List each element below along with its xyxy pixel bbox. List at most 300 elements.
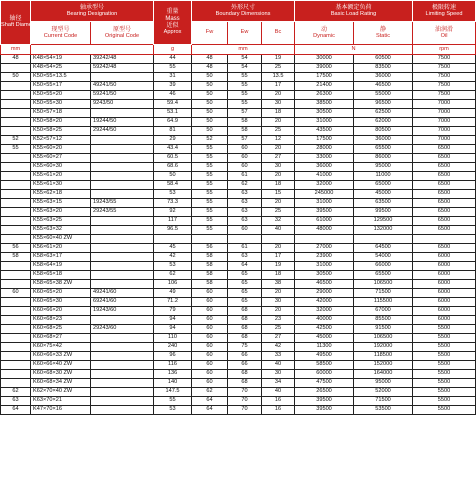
cell-mass: 147.5 xyxy=(154,388,192,397)
table-row xyxy=(1,352,476,361)
cell-dyn: 31000 xyxy=(295,118,354,127)
cell-stat: 65000 xyxy=(354,181,413,190)
cell-fw: 55 xyxy=(192,163,228,172)
cell-original xyxy=(91,388,154,397)
cell-ew: 60 xyxy=(228,154,262,163)
cell-current: K48×54×19 xyxy=(31,55,91,64)
cell-current: K55×60×30 xyxy=(31,163,91,172)
cell-fw: 55 xyxy=(192,154,228,163)
cell-stat: 192000 xyxy=(354,343,413,352)
cell-stat: 118500 xyxy=(354,352,413,361)
table-row xyxy=(1,361,476,370)
fw-header: Fw xyxy=(192,22,228,45)
cell-ew: 58 xyxy=(228,118,262,127)
cell-shaft: 62 xyxy=(1,388,31,397)
table-row xyxy=(1,244,476,253)
ew-header: Ew xyxy=(228,22,262,45)
cell-stat: 71500 xyxy=(354,397,413,406)
cell-mass xyxy=(154,235,192,244)
unit-blank xyxy=(31,45,154,55)
cell-stat: 96500 xyxy=(354,100,413,109)
cell-stat: 106500 xyxy=(354,280,413,289)
cell-original: 29243/55 xyxy=(91,208,154,217)
cell-dyn: 30500 xyxy=(295,109,354,118)
cell-mass: 50 xyxy=(154,172,192,181)
cell-rpm: 5500 xyxy=(413,334,476,343)
cell-original xyxy=(91,271,154,280)
table-row xyxy=(1,127,476,136)
cell-ew: 65 xyxy=(228,271,262,280)
cell-fw: 60 xyxy=(192,361,228,370)
cell-rpm: 6500 xyxy=(413,181,476,190)
cell-ew: 75 xyxy=(228,343,262,352)
cell-bc: 18 xyxy=(262,181,295,190)
cell-current: K58×64×19 xyxy=(31,262,91,271)
cell-rpm: 6000 xyxy=(413,307,476,316)
cell-original xyxy=(91,334,154,343)
cell-bc: 18 xyxy=(262,271,295,280)
cell-fw: 55 xyxy=(192,217,228,226)
cell-fw: 55 xyxy=(192,226,228,235)
cell-original xyxy=(91,352,154,361)
cell-bc: 38 xyxy=(262,280,295,289)
cell-bc: 20 xyxy=(262,172,295,181)
cell-fw: 55 xyxy=(192,181,228,190)
table-row xyxy=(1,298,476,307)
cell-dyn: 45000 xyxy=(295,334,354,343)
table-row xyxy=(1,253,476,262)
cell-original xyxy=(91,406,154,415)
cell-bc: 17 xyxy=(262,82,295,91)
cell-mass: 53 xyxy=(154,262,192,271)
cell-current: K58×63×17 xyxy=(31,253,91,262)
table-row xyxy=(1,82,476,91)
table-row xyxy=(1,406,476,415)
cell-stat: 83500 xyxy=(354,64,413,73)
cell-dyn: 30000 xyxy=(295,55,354,64)
cell-original: 19244/50 xyxy=(91,118,154,127)
table-row xyxy=(1,379,476,388)
cell-rpm: 7500 xyxy=(413,91,476,100)
cell-current: K63×70×21 xyxy=(31,397,91,406)
cell-original: 29244/50 xyxy=(91,127,154,136)
cell-shaft xyxy=(1,235,31,244)
cell-fw: 60 xyxy=(192,379,228,388)
cell-shaft xyxy=(1,109,31,118)
table-row xyxy=(1,280,476,289)
cell-mass: 94 xyxy=(154,325,192,334)
cell-rpm: 5500 xyxy=(413,379,476,388)
cell-mass: 53 xyxy=(154,406,192,415)
cell-dyn: 11300 xyxy=(295,343,354,352)
cell-dyn: 42000 xyxy=(295,298,354,307)
table-row xyxy=(1,388,476,397)
cell-rpm: 5500 xyxy=(413,370,476,379)
table-row xyxy=(1,397,476,406)
cell-mass: 44 xyxy=(154,55,192,64)
cell-rpm: 6500 xyxy=(413,190,476,199)
cell-original xyxy=(91,136,154,145)
unit-mm-dims: mm xyxy=(192,45,295,55)
cell-original xyxy=(91,235,154,244)
cell-bc: 33 xyxy=(262,352,295,361)
cell-stat: 46500 xyxy=(354,82,413,91)
cell-original xyxy=(91,109,154,118)
cell-original: 19243/60 xyxy=(91,307,154,316)
table-row xyxy=(1,109,476,118)
cell-current: K55×61×30 xyxy=(31,181,91,190)
cell-shaft: 48 xyxy=(1,55,31,64)
cell-rpm: 7500 xyxy=(413,82,476,91)
cell-original xyxy=(91,343,154,352)
cell-mass: 81 xyxy=(154,127,192,136)
cell-mass: 53 xyxy=(154,190,192,199)
cell-fw: 50 xyxy=(192,91,228,100)
cell-original: 49241/50 xyxy=(91,82,154,91)
cell-ew: 65 xyxy=(228,298,262,307)
cell-rpm: 6000 xyxy=(413,298,476,307)
current-code-header: 现型号 Current Code xyxy=(31,22,91,45)
cell-current: K62×70×40 ZW xyxy=(31,388,91,397)
cell-stat: 62000 xyxy=(354,118,413,127)
cell-dyn xyxy=(295,235,354,244)
table-row xyxy=(1,91,476,100)
cell-shaft xyxy=(1,199,31,208)
cell-original: 19243/55 xyxy=(91,199,154,208)
table-row xyxy=(1,163,476,172)
cell-bc: 30 xyxy=(262,370,295,379)
cell-bc: 15 xyxy=(262,190,295,199)
table-row xyxy=(1,145,476,154)
cell-ew: 66 xyxy=(228,361,262,370)
cell-stat: 80500 xyxy=(354,127,413,136)
cell-mass: 46 xyxy=(154,91,192,100)
cell-shaft xyxy=(1,118,31,127)
cell-dyn: 48000 xyxy=(295,226,354,235)
cell-original: 69241/60 xyxy=(91,298,154,307)
cell-current: K56×61×20 xyxy=(31,244,91,253)
cell-mass: 96 xyxy=(154,352,192,361)
cell-original xyxy=(91,397,154,406)
cell-mass: 60.5 xyxy=(154,154,192,163)
cell-shaft xyxy=(1,154,31,163)
cell-current: K55×60×20 xyxy=(31,145,91,154)
cell-current: K58×65×18 xyxy=(31,271,91,280)
cell-rpm: 7000 xyxy=(413,118,476,127)
cell-dyn: 31000 xyxy=(295,199,354,208)
cell-fw: 64 xyxy=(192,406,228,415)
cell-fw xyxy=(192,235,228,244)
cell-original xyxy=(91,253,154,262)
cell-bc: 20 xyxy=(262,199,295,208)
cell-stat: 95000 xyxy=(354,163,413,172)
cell-ew: 57 xyxy=(228,109,262,118)
cell-fw: 55 xyxy=(192,208,228,217)
cell-original xyxy=(91,163,154,172)
cell-bc: 20 xyxy=(262,145,295,154)
cell-rpm: 6500 xyxy=(413,217,476,226)
table-row xyxy=(1,217,476,226)
cell-original xyxy=(91,181,154,190)
cell-bc: 19 xyxy=(262,55,295,64)
cell-rpm: 7500 xyxy=(413,55,476,64)
cell-shaft xyxy=(1,217,31,226)
cell-dyn: 23900 xyxy=(295,253,354,262)
cell-stat: 63500 xyxy=(354,199,413,208)
cell-bc: 18 xyxy=(262,109,295,118)
cell-original xyxy=(91,217,154,226)
cell-bc: 13.5 xyxy=(262,73,295,82)
cell-fw: 58 xyxy=(192,253,228,262)
cell-fw: 50 xyxy=(192,109,228,118)
cell-ew: 63 xyxy=(228,217,262,226)
cell-shaft xyxy=(1,172,31,181)
basic-load-rating-header: 基本额定负荷 Basic Load Rating xyxy=(295,1,413,22)
cell-ew: 66 xyxy=(228,352,262,361)
cell-original xyxy=(91,154,154,163)
cell-fw: 55 xyxy=(192,190,228,199)
cell-original xyxy=(91,190,154,199)
cell-mass: 116 xyxy=(154,361,192,370)
cell-fw: 60 xyxy=(192,316,228,325)
cell-current: K55×61×20 xyxy=(31,172,91,181)
cell-rpm: 6000 xyxy=(413,280,476,289)
static-header: 静 Static xyxy=(354,22,413,45)
cell-bc: 20 xyxy=(262,91,295,100)
table-row xyxy=(1,334,476,343)
cell-ew: 63 xyxy=(228,208,262,217)
cell-current: K55×60×40 ZW xyxy=(31,235,91,244)
cell-bc: 40 xyxy=(262,361,295,370)
cell-original xyxy=(91,262,154,271)
cell-bc: 27 xyxy=(262,334,295,343)
cell-current: K60×68×25 xyxy=(31,325,91,334)
cell-mass: 106 xyxy=(154,280,192,289)
cell-ew: 68 xyxy=(228,370,262,379)
table-row xyxy=(1,271,476,280)
cell-fw: 60 xyxy=(192,289,228,298)
cell-original xyxy=(91,280,154,289)
table-row xyxy=(1,235,476,244)
cell-fw: 60 xyxy=(192,307,228,316)
cell-shaft xyxy=(1,298,31,307)
cell-stat: 152000 xyxy=(354,361,413,370)
cell-current: K60×66×40 ZW xyxy=(31,361,91,370)
cell-fw: 60 xyxy=(192,370,228,379)
cell-current: K55×60×27 xyxy=(31,154,91,163)
cell-fw: 64 xyxy=(192,397,228,406)
cell-ew: 63 xyxy=(228,190,262,199)
cell-mass: 55 xyxy=(154,64,192,73)
cell-fw: 50 xyxy=(192,73,228,82)
cell-mass: 68.6 xyxy=(154,163,192,172)
cell-stat: 36000 xyxy=(354,73,413,82)
cell-shaft xyxy=(1,100,31,109)
cell-original xyxy=(91,379,154,388)
cell-dyn: 36000 xyxy=(295,163,354,172)
cell-dyn: 60000 xyxy=(295,370,354,379)
cell-stat: 86000 xyxy=(354,154,413,163)
mass-header: 重量 Mass 近似 Approx xyxy=(154,1,192,45)
cell-stat: 106500 xyxy=(354,334,413,343)
cell-current: K60×68×23 xyxy=(31,316,91,325)
cell-shaft xyxy=(1,271,31,280)
cell-ew: 60 xyxy=(228,226,262,235)
table-row xyxy=(1,262,476,271)
cell-mass: 45 xyxy=(154,244,192,253)
cell-fw: 58 xyxy=(192,280,228,289)
cell-fw: 60 xyxy=(192,325,228,334)
cell-bc: 42 xyxy=(262,343,295,352)
cell-mass: 79 xyxy=(154,307,192,316)
boundary-dimensions-header: 外形尺寸 Boundary Dimensions xyxy=(192,1,295,22)
cell-shaft xyxy=(1,190,31,199)
cell-current: K48×54×25 xyxy=(31,64,91,73)
cell-current: K55×63×15 xyxy=(31,199,91,208)
cell-ew xyxy=(228,235,262,244)
cell-rpm: 5500 xyxy=(413,406,476,415)
cell-stat: 132000 xyxy=(354,226,413,235)
cell-bc: 19 xyxy=(262,262,295,271)
cell-fw: 50 xyxy=(192,118,228,127)
cell-ew: 55 xyxy=(228,100,262,109)
cell-fw: 60 xyxy=(192,334,228,343)
cell-shaft xyxy=(1,343,31,352)
cell-mass: 94 xyxy=(154,316,192,325)
table-row xyxy=(1,118,476,127)
cell-shaft xyxy=(1,181,31,190)
cell-stat: 115500 xyxy=(354,298,413,307)
cell-rpm: 7000 xyxy=(413,109,476,118)
cell-fw: 56 xyxy=(192,244,228,253)
cell-bc: 20 xyxy=(262,289,295,298)
cell-rpm: 5500 xyxy=(413,352,476,361)
cell-original xyxy=(91,172,154,181)
cell-fw: 55 xyxy=(192,199,228,208)
table-row xyxy=(1,136,476,145)
cell-current: K60×68×27 xyxy=(31,334,91,343)
cell-mass: 31 xyxy=(154,73,192,82)
cell-mass: 110 xyxy=(154,334,192,343)
cell-fw: 60 xyxy=(192,298,228,307)
cell-current: K60×66×33 ZW xyxy=(31,352,91,361)
cell-dyn: 17500 xyxy=(295,73,354,82)
cell-original: 49241/60 xyxy=(91,289,154,298)
cell-shaft: 50 xyxy=(1,73,31,82)
cell-rpm: 5500 xyxy=(413,343,476,352)
cell-ew: 68 xyxy=(228,334,262,343)
cell-stat: 129500 xyxy=(354,217,413,226)
table-body xyxy=(1,55,476,415)
cell-fw: 48 xyxy=(192,64,228,73)
cell-shaft xyxy=(1,307,31,316)
cell-ew: 57 xyxy=(228,136,262,145)
cell-current: K52×57×12 xyxy=(31,136,91,145)
cell-current: K60×65×30 xyxy=(31,298,91,307)
cell-dyn: 32000 xyxy=(295,307,354,316)
table-row xyxy=(1,208,476,217)
table-row xyxy=(1,100,476,109)
cell-stat: 95000 xyxy=(354,379,413,388)
cell-ew: 63 xyxy=(228,253,262,262)
cell-original: 29243/60 xyxy=(91,325,154,334)
cell-stat: 164000 xyxy=(354,370,413,379)
cell-fw: 60 xyxy=(192,352,228,361)
cell-bc: 40 xyxy=(262,388,295,397)
cell-mass: 96.5 xyxy=(154,226,192,235)
cell-fw: 50 xyxy=(192,127,228,136)
unit-rpm: rpm xyxy=(413,45,476,55)
cell-fw: 48 xyxy=(192,55,228,64)
cell-original: 39242/48 xyxy=(91,55,154,64)
cell-shaft xyxy=(1,262,31,271)
cell-dyn: 46500 xyxy=(295,280,354,289)
cell-bc: 25 xyxy=(262,127,295,136)
table-row xyxy=(1,307,476,316)
cell-current: K55×63×20 xyxy=(31,208,91,217)
table-row xyxy=(1,181,476,190)
cell-current: K60×75×42 xyxy=(31,343,91,352)
cell-rpm: 7000 xyxy=(413,127,476,136)
table-row xyxy=(1,289,476,298)
cell-fw: 52 xyxy=(192,136,228,145)
cell-rpm: 5500 xyxy=(413,325,476,334)
cell-dyn: 40000 xyxy=(295,316,354,325)
bc-header: Bc xyxy=(262,22,295,45)
cell-original xyxy=(91,145,154,154)
cell-shaft xyxy=(1,352,31,361)
cell-dyn: 58500 xyxy=(295,361,354,370)
cell-dyn: 31000 xyxy=(295,262,354,271)
cell-ew: 58 xyxy=(228,127,262,136)
cell-bc: 27 xyxy=(262,154,295,163)
cell-shaft xyxy=(1,334,31,343)
cell-stat: 99500 xyxy=(354,208,413,217)
unit-n: N xyxy=(295,45,413,55)
cell-shaft xyxy=(1,226,31,235)
cell-original xyxy=(91,316,154,325)
cell-current: K50×55×13.5 xyxy=(31,73,91,82)
cell-shaft: 60 xyxy=(1,289,31,298)
cell-shaft: 64 xyxy=(1,406,31,415)
cell-ew: 60 xyxy=(228,145,262,154)
cell-mass: 55 xyxy=(154,397,192,406)
cell-mass: 92 xyxy=(154,208,192,217)
cell-original: 59241/50 xyxy=(91,91,154,100)
cell-bc: 25 xyxy=(262,208,295,217)
cell-mass: 39 xyxy=(154,82,192,91)
cell-rpm: 6500 xyxy=(413,154,476,163)
cell-dyn: 47500 xyxy=(295,379,354,388)
cell-shaft: 52 xyxy=(1,136,31,145)
cell-shaft xyxy=(1,370,31,379)
cell-bc: 34 xyxy=(262,379,295,388)
cell-current: K58×65×38 ZW xyxy=(31,280,91,289)
cell-current: K60×66×20 xyxy=(31,307,91,316)
cell-rpm: 6000 xyxy=(413,253,476,262)
cell-dyn: 43500 xyxy=(295,127,354,136)
cell-bc: 20 xyxy=(262,244,295,253)
cell-shaft: 55 xyxy=(1,145,31,154)
cell-stat: 53500 xyxy=(354,406,413,415)
cell-mass: 64.9 xyxy=(154,118,192,127)
cell-shaft xyxy=(1,64,31,73)
cell-mass: 71.2 xyxy=(154,298,192,307)
cell-shaft xyxy=(1,316,31,325)
cell-stat: 65500 xyxy=(354,271,413,280)
cell-shaft xyxy=(1,379,31,388)
cell-rpm: 5500 xyxy=(413,397,476,406)
